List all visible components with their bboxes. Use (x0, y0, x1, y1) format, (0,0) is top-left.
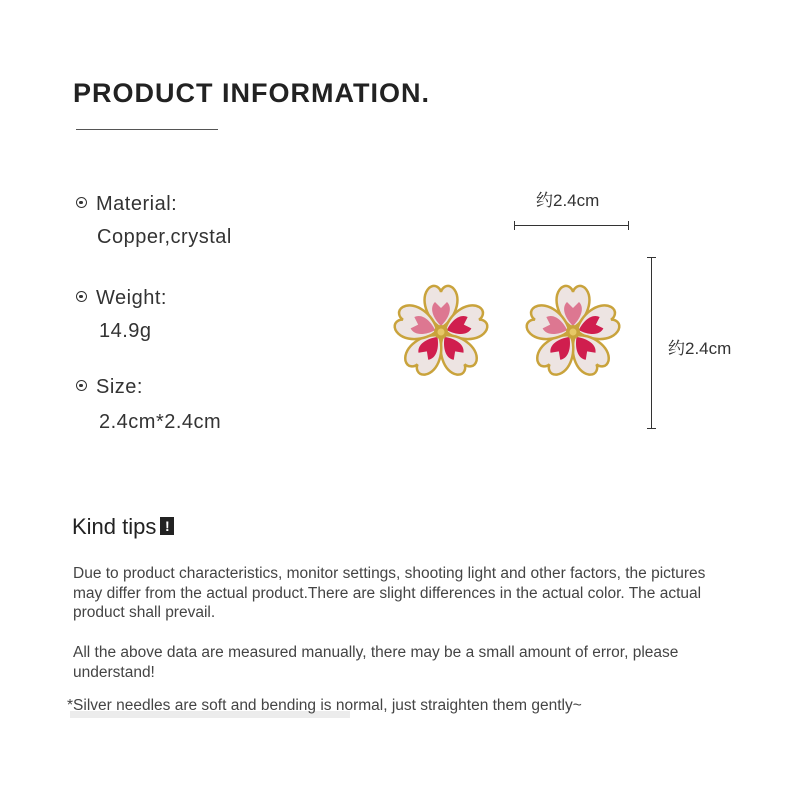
kind-tips-title: Kind tips (72, 514, 157, 539)
bullet-icon (76, 197, 87, 208)
height-dimension-line (651, 257, 652, 429)
silver-needle-note: *Silver needles are soft and bending is normal, just straighten them gently~ (67, 697, 582, 714)
spec-material-label: Material: (96, 193, 178, 215)
flower-earring-right-image (518, 282, 628, 382)
width-dimension-line (514, 225, 629, 226)
measurement-paragraph: All the above data are measured manually, there may be a small amount of error, please understand! (73, 644, 679, 681)
spec-weight-label: Weight: (96, 287, 167, 309)
disclaimer-paragraph: Due to product characteristics, monitor settings, shooting light and other factors, the pictures may differ from the actual product.There are slight differences in the actual color. The actual product shall prevail. (73, 565, 706, 621)
spec-size-label: Size: (96, 376, 143, 398)
spec-weight (76, 287, 167, 343)
spec-size-value: 2.4cm*2.4cm (99, 411, 222, 433)
bullet-icon (76, 291, 87, 302)
width-dimension-label: 约2.4cm (536, 191, 600, 210)
spec-material (76, 193, 232, 249)
title-underline (76, 129, 218, 130)
flower-earring-left-image (386, 282, 496, 382)
height-dimension-label: 约2.4cm (668, 339, 732, 358)
bullet-icon (76, 380, 87, 391)
spec-material-value: Copper,crystal (97, 226, 232, 248)
page-title: PRODUCT INFORMATION. (73, 78, 430, 108)
spec-weight-value: 14.9g (99, 320, 152, 342)
kind-tips-heading (72, 514, 174, 540)
spec-size (76, 376, 221, 434)
exclamation-icon: ! (160, 517, 174, 535)
